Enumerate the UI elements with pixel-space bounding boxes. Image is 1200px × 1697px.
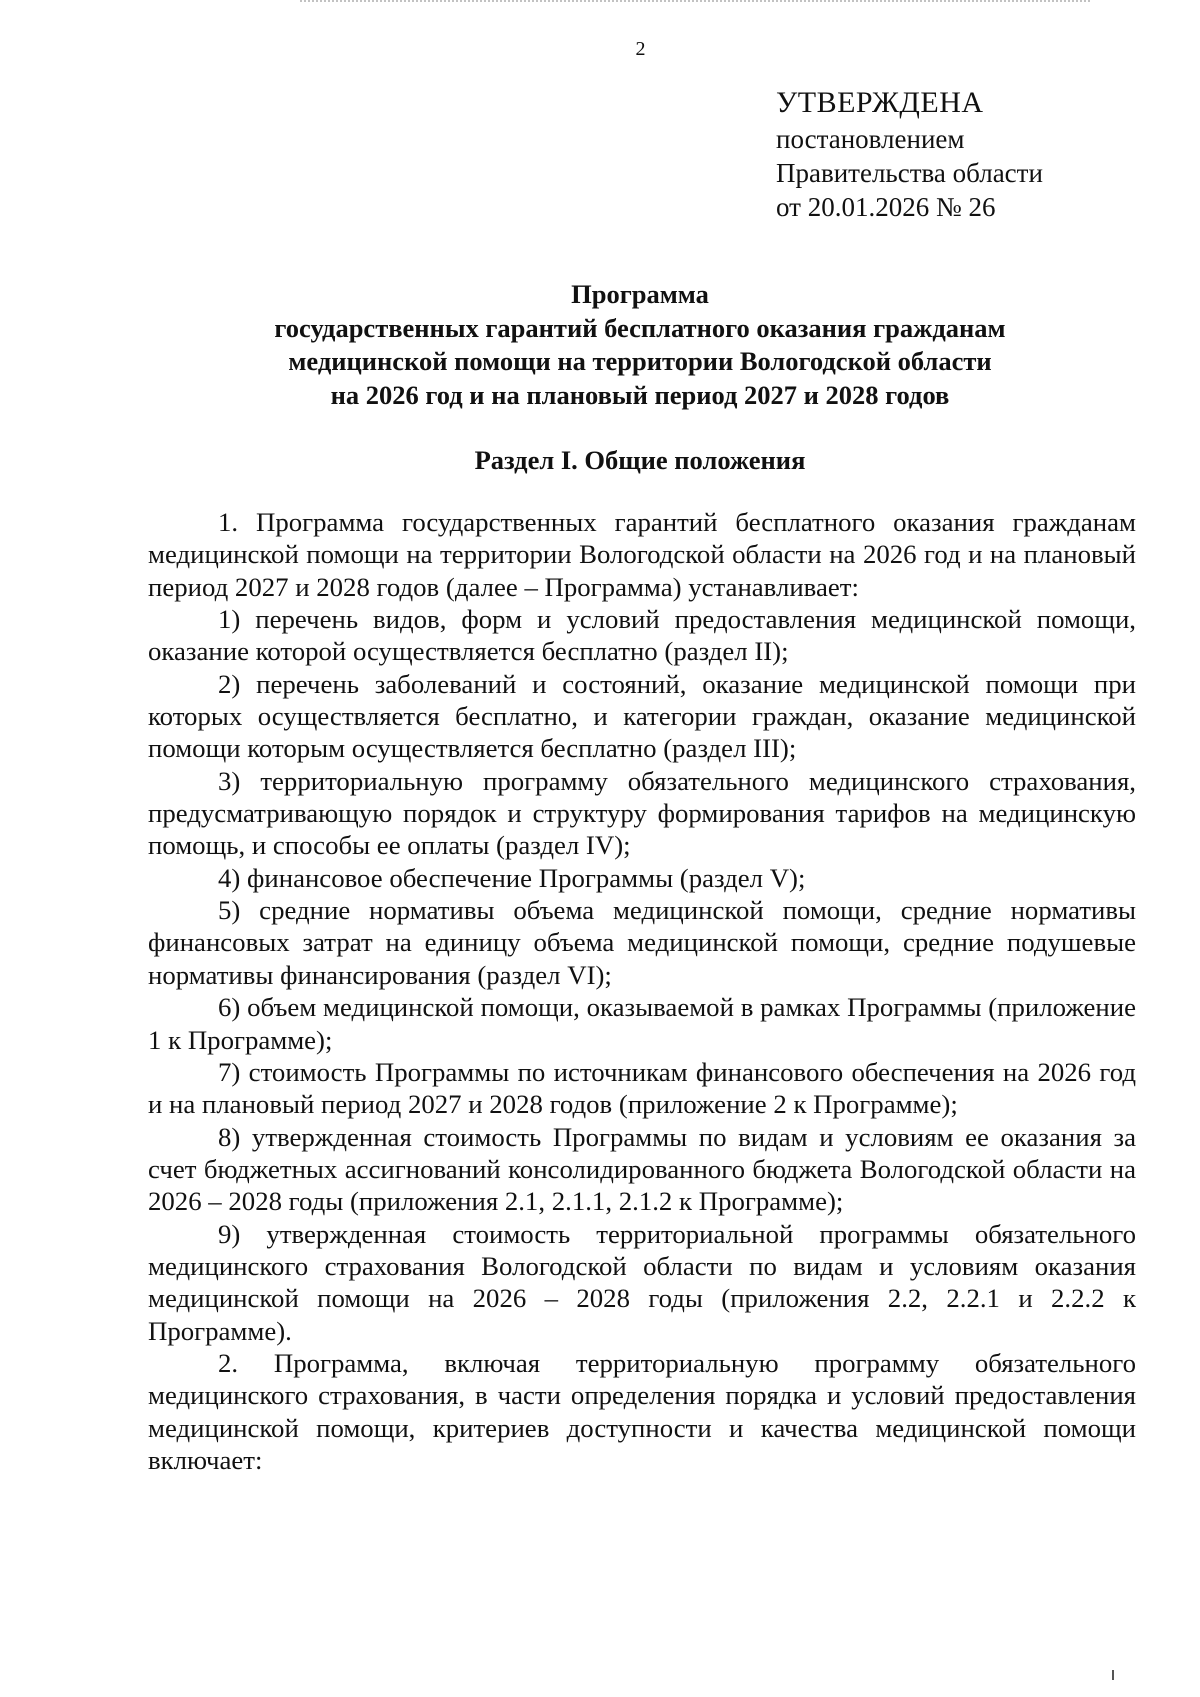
paragraph: 4) финансовое обеспечение Программы (раздел V);	[218, 862, 806, 893]
approval-line: от 20.01.2026 № 26	[776, 192, 996, 222]
paragraph: 5) средние нормативы объема медицинской помощи, средние нормативы финансовых затрат на единицу объема медицинской помощи, средние подушевые нормативы финансирования (раздел VI);	[148, 895, 1136, 990]
approval-line: постановлением	[776, 124, 965, 154]
approval-title: УТВЕРЖДЕНА	[776, 86, 984, 119]
document-body	[148, 506, 1136, 1476]
scan-mark	[1112, 1670, 1114, 1680]
paragraph: 1) перечень видов, форм и условий предоставления медицинской помощи, оказание которой осуществляется бесплатно (раздел II);	[148, 604, 1136, 667]
paragraph: 2) перечень заболеваний и состояний, оказание медицинской помощи при которых осуществляется бесплатно, и категории граждан, оказание медицинской помощи которым осуществляется бесплатно (раздел III);	[148, 668, 1136, 764]
paragraph: 7) стоимость Программы по источникам финансового обеспечения на 2026 год и на плановый период 2027 и 2028 годов (приложение 2 к Программе);	[148, 1056, 1136, 1120]
approval-line: Правительства области	[776, 158, 1043, 188]
title-line: на 2026 год и на плановый период 2027 и 2028 годов	[330, 379, 950, 410]
paragraph: 6) объем медицинской помощи, оказываемой в рамках Программы (приложение 1 к Программе);	[148, 992, 1136, 1055]
document-title	[140, 278, 1140, 412]
title-line: государственных гарантий бесплатного оказания гражданам	[274, 312, 1006, 343]
paragraph: 2. Программа, включая территориальную программу обязательного медицинского страхования, в части определения порядка и условий предоставления медицинской помощи, критериев доступности и качества медицинской помощи включает:	[148, 1347, 1136, 1475]
title-line: медицинской помощи на территории Вологодской области	[288, 346, 992, 376]
paragraph: 9) утвержденная стоимость территориальной программы обязательного медицинского страхования Вологодской области по видам и условиям оказания медицинской помощи на 2026 – 2028 годы (приложения 2.2, 2.2.1 и 2.2.2 к Программе).	[148, 1218, 1136, 1346]
section-heading: Раздел I. Общие положения	[474, 445, 806, 475]
title-line: Программа	[571, 279, 709, 309]
paragraph: 8) утвержденная стоимость Программы по видам и условиям ее оказания за счет бюджетных ассигнований консолидированного бюджета Вологодской области на 2026 – 2028 годы (приложения 2.1, 2.1.1, 2.1.2 к Программе);	[148, 1121, 1136, 1217]
approval-block	[776, 84, 1176, 224]
paragraph: 1. Программа государственных гарантий бесплатного оказания гражданам медицинской помощи на территории Вологодской области на 2026 год и на плановый период 2027 и 2028 годов (далее – Программа) устанавливает:	[148, 507, 1136, 602]
scan-edge-artifact	[300, 0, 1090, 5]
page-number: 2	[635, 38, 646, 60]
paragraph: 3) территориальную программу обязательного медицинского страхования, предусматривающую порядок и структуру формирования тарифов на медицинскую помощь, и способы ее оплаты (раздел IV);	[148, 765, 1136, 861]
